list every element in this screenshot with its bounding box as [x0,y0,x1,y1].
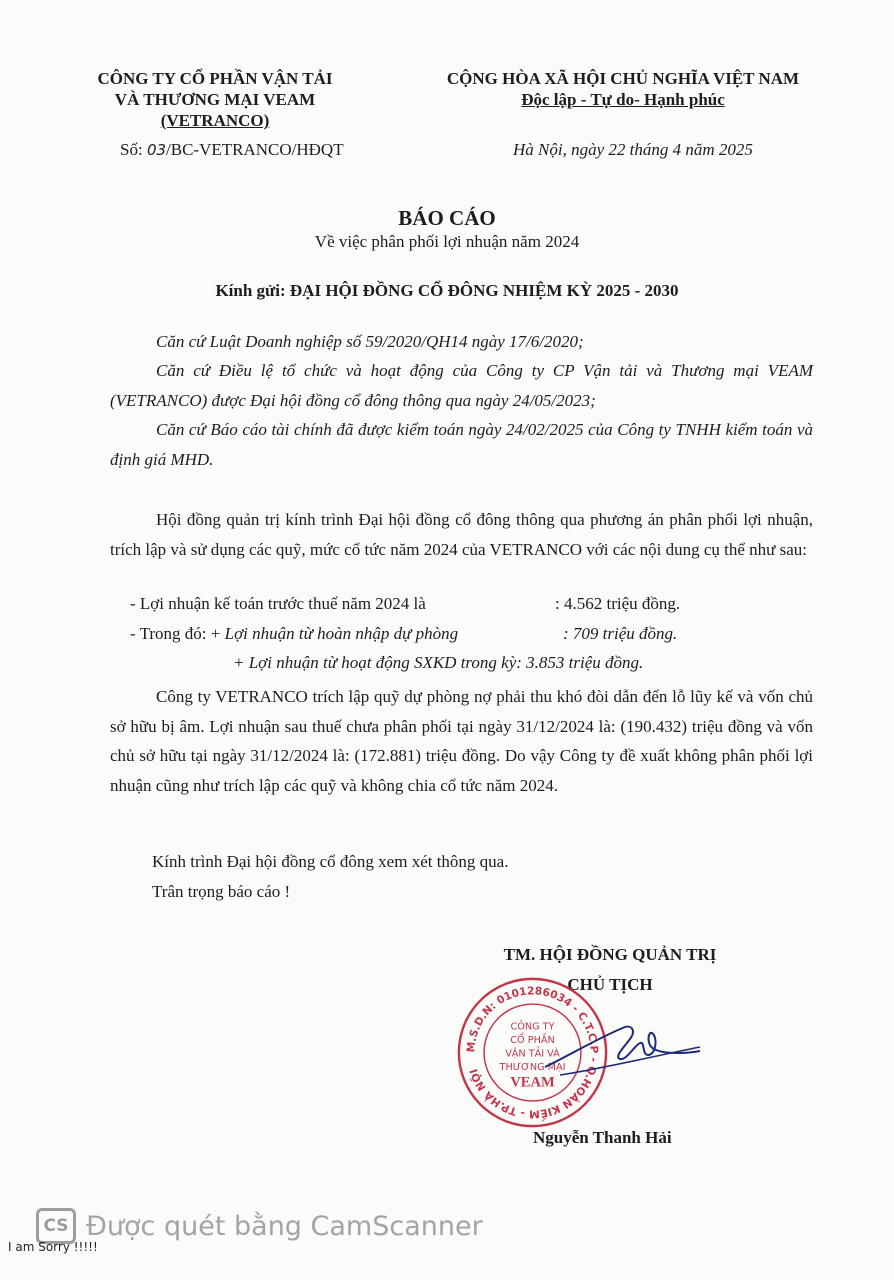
company-header [95,68,335,131]
company-name-line2: VÀ THƯƠNG MẠI VEAM [114,90,316,109]
chairman-title: CHỦ TỊCH [567,975,653,994]
country-name: CỘNG HÒA XÃ HỘI CHỦ NGHĨA VIỆT NAM [446,69,800,88]
closing-request: Kính trình Đại hội đồng cổ đông xem xét thông qua. [152,852,509,871]
closing-regards: Trân trọng báo cáo ! [152,882,291,901]
intro-paragraph: Hội đồng quản trị kính trình Đại hội đồng cổ đông thông qua phương án phân phối lợi nhuận, trích lập và sử dụng các quỹ, mức cổ tức năm 2024 của VETRANCO với các nội dung cụ thể như sau: [110,510,813,559]
document-subtitle: Về việc phân phối lợi nhuận năm 2024 [314,232,580,251]
profit-before-tax-label: - Lợi nhuận kế toán trước thuế năm 2024 là [130,594,426,613]
svg-text:CỔ PHẦN: CỔ PHẦN [510,1034,555,1046]
handwritten-signature [540,1015,710,1095]
national-header [418,68,828,110]
national-motto: Độc lập - Tự do- Hạnh phúc [521,90,725,109]
legal-basis-1: Căn cứ Luật Doanh nghiệp số 59/2020/QH14 ngày 17/6/2020; [156,332,584,351]
watermark-text: Được quét bằng CamScanner [86,1210,483,1242]
provision-reversal-value: : 709 triệu đồng. [563,624,678,643]
document-number: Số: 03/BC-VETRANCO/HĐQT [120,140,344,159]
document-title: BÁO CÁO [398,206,496,230]
svg-text:M.S.D.N: 0101286034 - C.T.C.P: M.S.D.N: 0101286034 - C.T.C.P - Q.HOÀN KIẾM - TP.HÀ NỘI [464,984,601,1121]
explanation-paragraph: Công ty VETRANCO trích lập quỹ dự phòng nợ phải thu khó đòi dẫn đến lỗ lũy kế và vốn chủ sở hữu bị âm. Lợi nhuận sau thuế chưa phân phối tại ngày 31/12/2024 là: (190.432) triệu đồng và vốn chủ sở hữu tại ngày 31/12/2024 là: (172.881) triệu đồng. Do vậy Công ty đề xuất không phân phối lợi nhuận cũng như trích lập các quỹ và không chia cổ tức năm 2024. [110,687,813,795]
business-profit-line: + Lợi nhuận từ hoạt động SXKD trong kỳ: 3.853 triệu đồng. [233,653,644,672]
camscanner-watermark [36,1208,483,1244]
legal-basis-2: Căn cứ Điều lệ tổ chức và hoạt động của Công ty CP Vận tải và Thương mại VEAM (VETRANCO) được Đại hội đồng cổ đông thông qua ngày 24/05/2023; [110,361,813,410]
handwritten-number: 03 [146,141,167,159]
svg-text:VEAM: VEAM [510,1074,555,1091]
profit-breakdown-label: - Trong đó: + Lợi nhuận từ hoàn nhập dự phòng [130,624,459,643]
signer-name: Nguyễn Thanh Hải [533,1128,672,1147]
board-title: TM. HỘI ĐỒNG QUẢN TRỊ [503,945,717,964]
legal-basis-3: Căn cứ Báo cáo tài chính đã được kiểm toán ngày 24/02/2025 của Công ty TNHH kiểm toán và định giá MHD. [110,420,813,469]
profit-before-tax-value: : 4.562 triệu đồng. [555,594,681,613]
company-short-name: (VETRANCO) [160,111,270,130]
document-date: Hà Nội, ngày 22 tháng 4 năm 2025 [513,140,753,159]
svg-text:VẬN TẢI VÀ: VẬN TẢI VÀ [505,1048,560,1060]
recipient-line: Kính gửi: ĐẠI HỘI ĐỒNG CỔ ĐÔNG NHIỆM KỲ 2025 - 2030 [215,281,679,300]
svg-text:THƯƠNG MẠI: THƯƠNG MẠI [499,1061,566,1073]
camscanner-logo-icon: CS [36,1208,76,1244]
company-name-line1: CÔNG TY CỔ PHẦN VẬN TẢI [97,69,333,88]
svg-text:CÔNG TY: CÔNG TY [510,1021,555,1033]
footer-note: I am Sorry !!!!! [8,1240,98,1254]
